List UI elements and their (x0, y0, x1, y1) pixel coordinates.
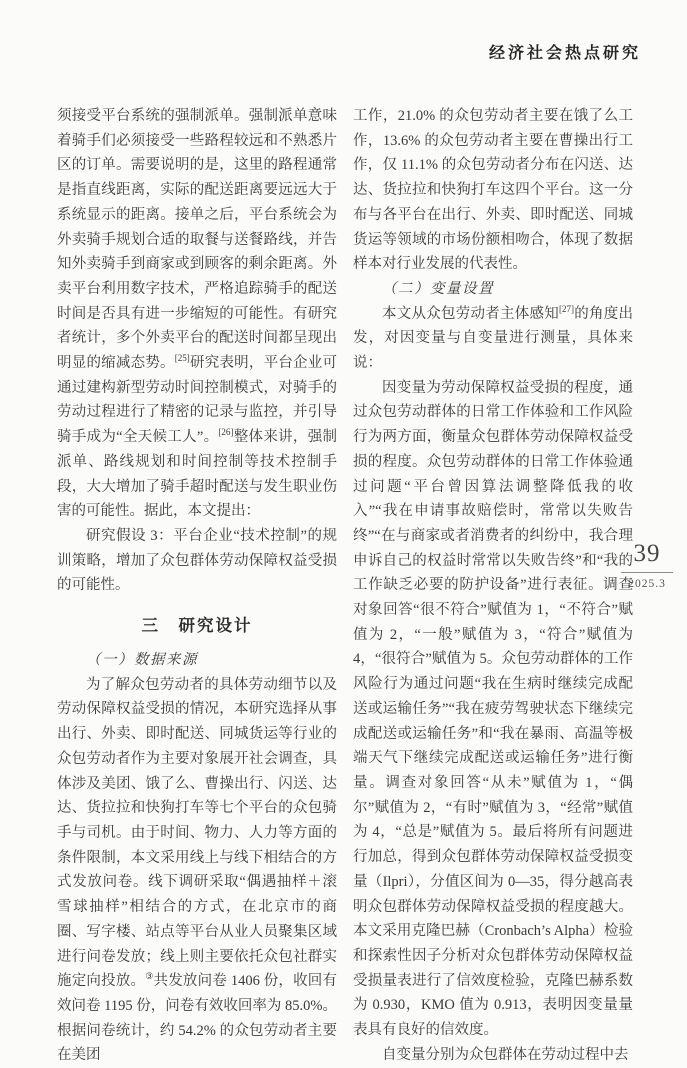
text-segment: 研究表明，平台企业可通过建构新型劳动时间控制模式，对骑手的劳动过程进行了精密的记录与监控，并引导骑手成为“全天候工人”。 (57, 355, 338, 446)
section-heading-research-design: 三 研究设计 (141, 616, 253, 636)
text-segment: 本文从众包劳动者主体感知 (382, 305, 559, 322)
text-segment: 共发放问卷 1406 份，收回有效问卷 1195 份，问卷有效收回率为 85.0%。根据问卷统计，约 54.2% 的众包劳动者主要在美团 (57, 973, 338, 1064)
paragraph-platform-distribution: 工作，21.0% 的众包劳动者主要在饿了么工作，13.6% 的众包劳动者主要在曹操出行工作，仅 11.1% 的众包劳动者分布在闪送、达达、货拉拉和快狗打车这四个平台。这一分布与各平台在出行、外卖、即时配送、同城货运等领域的市场份额相吻合，体现了数据样本对行业发展的代表性。 (353, 108, 633, 273)
citation-ref-26: [26] (218, 427, 234, 438)
text-columns (57, 104, 633, 1068)
text-segment: 的角度出发，对因变量与自变量进行测量，具体来说： (353, 305, 633, 372)
page-marker-divider (621, 572, 673, 573)
text-segment: 须接受平台系统的强制派单。强制派单意味着骑手们必须接受一些路程较远和不熟悉片区的订单。需要说明的是，这里的路程通常是指直线距离，实际的配送距离要远远大于系统显示的距离。接单之后，平台系统会为外卖骑手规划合适的取餐与送餐路线，并告知外卖骑手到商家或到顾客的剩余距离。外卖平台利用数字技术，严格追踪骑手的配送时间是否具有进一步缩短的可能性。有研究者统计，多个外卖平台的配送时间都呈现出明显的缩减态势。 (57, 108, 337, 372)
footnote-mark: ③ (145, 971, 154, 982)
text-segment: 整体来讲，强制派单、路线规划和时间控制等技术控制手段，大大增加了骑手超时配送与发生职业伤害的可能性。据此，本文提出： (57, 429, 338, 520)
text-segment: 为了解众包劳动者的具体劳动细节以及劳动保障权益受损的情况，本研究选择从事出行、外卖、即时配送、同城货运等行业的众包劳动者作为主要对象展开社会调查，具体涉及美团、饿了么、曹操出行、闪送、达达、货拉拉和快狗打车等七个平台的众包骑手与司机。由于时间、物力、人力等方面的条件限制，本文采用线上与线下相结合的方式发放问卷。线下调研采取“偶遇抽样＋滚雪球抽样”相结合的方式，在北京市的商圈、写字楼、站点等平台从业人员聚集区域进行问卷发放；线上则主要依托众包社群实施定向投放。 (57, 676, 337, 990)
citation-ref-27: [27] (559, 303, 574, 314)
paragraph-data-source (57, 673, 337, 1068)
running-head: 经济社会热点研究 (488, 45, 641, 62)
subsection-heading-data-source: （一）数据来源 (86, 652, 198, 669)
paragraph-dependent-variable: 因变量为劳动保障权益受损的程度，通过众包劳动群体的日常工作体验和工作风险行为两方面，衡量众包群体劳动保障权益受损的程度。众包劳动群体的日常工作体验通过问题“平台曾因算法调整降低我的收入”“我在申请事故赔偿时，常常以失败告终”“在与商家或者消费者的纠纷中，我合理申诉自己的权益时常常以失败告终”和“我的工作缺乏必要的防护设备”进行表征。调查对象回答“很不符合”赋值为 1，“不符合”赋值为 2，“一般”赋值为 3，“符合”赋值为 4，“很符合”赋值为 5。众包劳动群体的工作风险行为通过问题“我在生病时继续完成配送或运输任务”“我在疲劳驾驶状态下继续完成配送或运输任务”和“我在暴雨、高温等极端天气下继续完成配送或运输任务”进行衡量。调查对象回答“从未”赋值为 1，“偶尔”赋值为 2，“有时”赋值为 3，“经常”赋值为 4，“总是”赋值为 5。最后将所有问题进行加总，得到众包群体劳动保障权益受损变量（Ilpri），分值区间为 0—35，得分越高表明众包群体劳动保障权益受损的程度越大。本文采用克隆巴赫（Cronbach’s Alpha）检验和探索性因子分析对众包群体劳动保障权益受损量表进行了信效度检验，克隆巴赫系数为 0.930，KMO 值为 0.913，表明因变量量表具有良好的信效度。 (353, 379, 633, 1039)
paragraph-technical-control (57, 104, 337, 524)
left-column (57, 104, 337, 1068)
paragraph-hypothesis-3: 研究假设 3：平台企业“技术控制”的规训策略，增加了众包群体劳动保障权益受损的可能性。 (57, 527, 337, 594)
subsection-heading-variables: （二）变量设置 (382, 280, 494, 297)
page-marker (615, 540, 679, 590)
paragraph-perception (353, 302, 633, 376)
issue-label: 2025.3 (628, 578, 666, 590)
citation-ref-25: [25] (174, 353, 190, 364)
page-number: 39 (633, 540, 661, 567)
right-column (353, 104, 633, 1068)
paragraph-independent-variable: 自变量分别为众包群体在劳动过程中去 (382, 1046, 629, 1063)
